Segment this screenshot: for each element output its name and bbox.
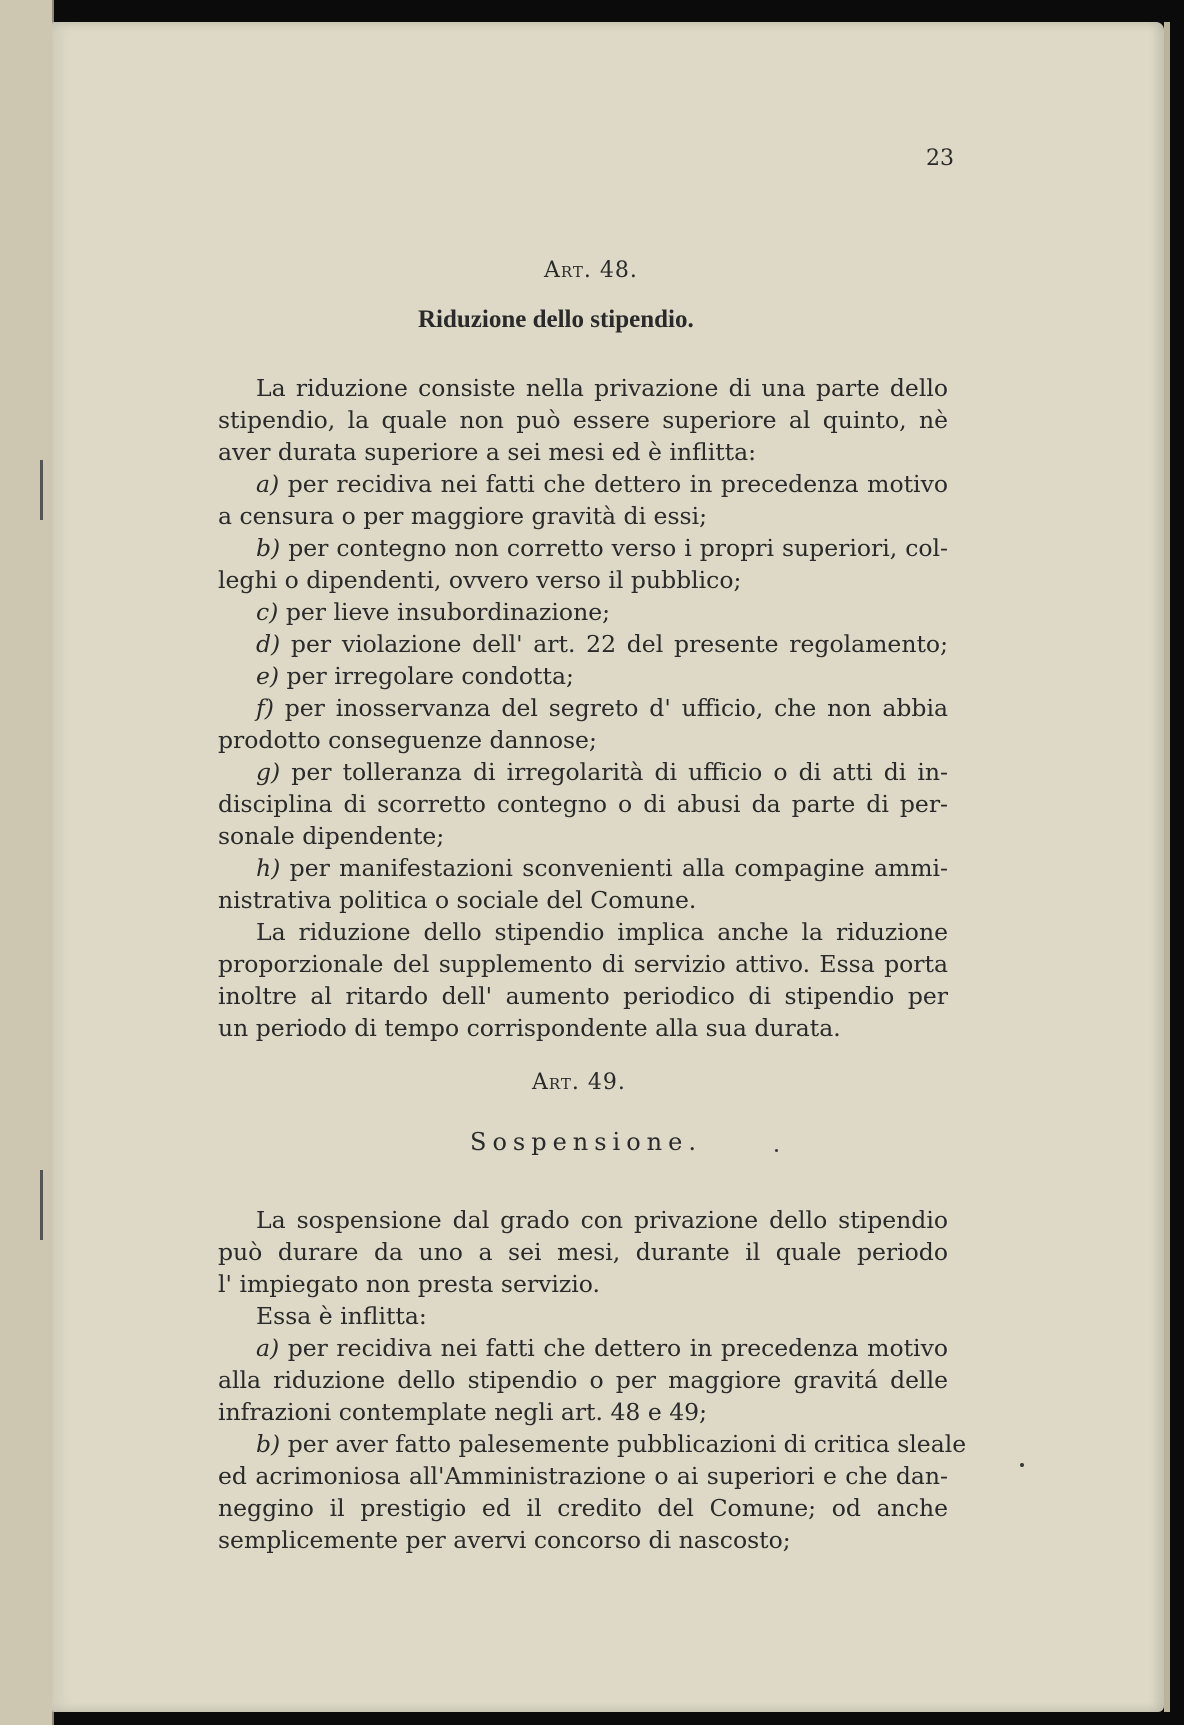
paragraph-line: Essa è inflitta: <box>256 1302 427 1330</box>
page-number: 23 <box>926 146 954 171</box>
list-item-h: h) per manifestazioni sconvenienti alla compagine ammi- <box>256 854 948 882</box>
page-edge-shadow <box>1164 22 1170 1712</box>
text-line: infrazioni contemplate negli art. 48 e 49; <box>218 1398 708 1426</box>
text-line: inoltre al ritardo dell' aumento periodico di stipendio per <box>218 982 948 1010</box>
text-line: neggino il prestigio ed il credito del Comune; od anche <box>218 1494 948 1522</box>
text-line: un periodo di tempo corrispondente alla sua durata. <box>218 1014 841 1042</box>
list-letter: c) <box>256 598 279 626</box>
list-letter: a) <box>256 1334 280 1362</box>
list-item-b: b) per aver fatto palesemente pubblicazioni di critica sleale <box>256 1430 967 1458</box>
list-item-d: d) per violazione dell' art. 22 del presente regolamento; <box>256 630 948 658</box>
article-heading: Art. 49. <box>532 1070 626 1095</box>
text-line: prodotto conseguenze dannose; <box>218 726 597 754</box>
text-line: stipendio, la quale non può essere superiore al quinto, nè <box>218 406 948 434</box>
text-line: aver durata superiore a sei mesi ed è inflitta: <box>218 438 757 466</box>
list-item-c: c) per lieve insubordinazione; <box>256 598 611 626</box>
list-item-g: g) per tolleranza di irregolarità di ufficio o di atti di in- <box>256 758 948 786</box>
text-line: l' impiegato non presta servizio. <box>218 1270 600 1298</box>
binding-mark <box>40 1170 43 1240</box>
article-heading: Art. 48. <box>544 258 638 283</box>
paragraph-line: La sospensione dal grado con privazione dello stipendio <box>256 1206 948 1234</box>
ink-speck <box>1020 1463 1024 1467</box>
text-line: La riduzione consiste nella privazione di una parte dello <box>256 374 948 402</box>
section-title: Sospensione. <box>470 1128 702 1156</box>
text-line: può durare da uno a sei mesi, durante il quale periodo <box>218 1238 948 1266</box>
list-letter: a) <box>256 470 280 498</box>
text-line: semplicemente per avervi concorso di nascosto; <box>218 1526 791 1554</box>
list-item-e: e) per irregolare condotta; <box>256 662 574 690</box>
text-line: sonale dipendente; <box>218 822 445 850</box>
list-item-f: f) per inosservanza del segreto d' ufficio, che non abbia <box>256 694 948 722</box>
list-item-a: a) per recidiva nei fatti che dettero in precedenza motivo <box>256 1334 948 1362</box>
binding-mark <box>40 460 43 520</box>
text-line: ed acrimoniosa all'Amministrazione o ai superiori e che dan- <box>218 1462 948 1490</box>
list-letter: g) <box>256 758 281 786</box>
facing-page-edge <box>0 0 54 1725</box>
ink-speck <box>775 1149 778 1152</box>
text-line: disciplina di scorretto contegno o di abusi da parte di per- <box>218 790 948 818</box>
list-item-a: a) per recidiva nei fatti che dettero in precedenza motivo <box>256 470 948 498</box>
list-letter: f) <box>256 694 274 722</box>
list-letter: h) <box>256 854 281 882</box>
list-letter: e) <box>256 662 280 690</box>
text-line: leghi o dipendenti, ovvero verso il pubblico; <box>218 566 742 594</box>
list-letter: b) <box>256 534 281 562</box>
list-item-b: b) per contegno non corretto verso i propri superiori, col- <box>256 534 948 562</box>
text-line: alla riduzione dello stipendio o per maggiore gravitá delle <box>218 1366 948 1394</box>
list-letter: b) <box>256 1430 281 1458</box>
text-line: proporzionale del supplemento di servizio attivo. Essa porta <box>218 950 948 978</box>
list-letter: d) <box>256 630 281 658</box>
section-title: Riduzione dello stipendio. <box>418 306 694 333</box>
text-line: nistrativa politica o sociale del Comune. <box>218 886 697 914</box>
text-line: a censura o per maggiore gravità di essi; <box>218 502 708 530</box>
paragraph-line: La riduzione dello stipendio implica anche la riduzione <box>256 918 948 946</box>
